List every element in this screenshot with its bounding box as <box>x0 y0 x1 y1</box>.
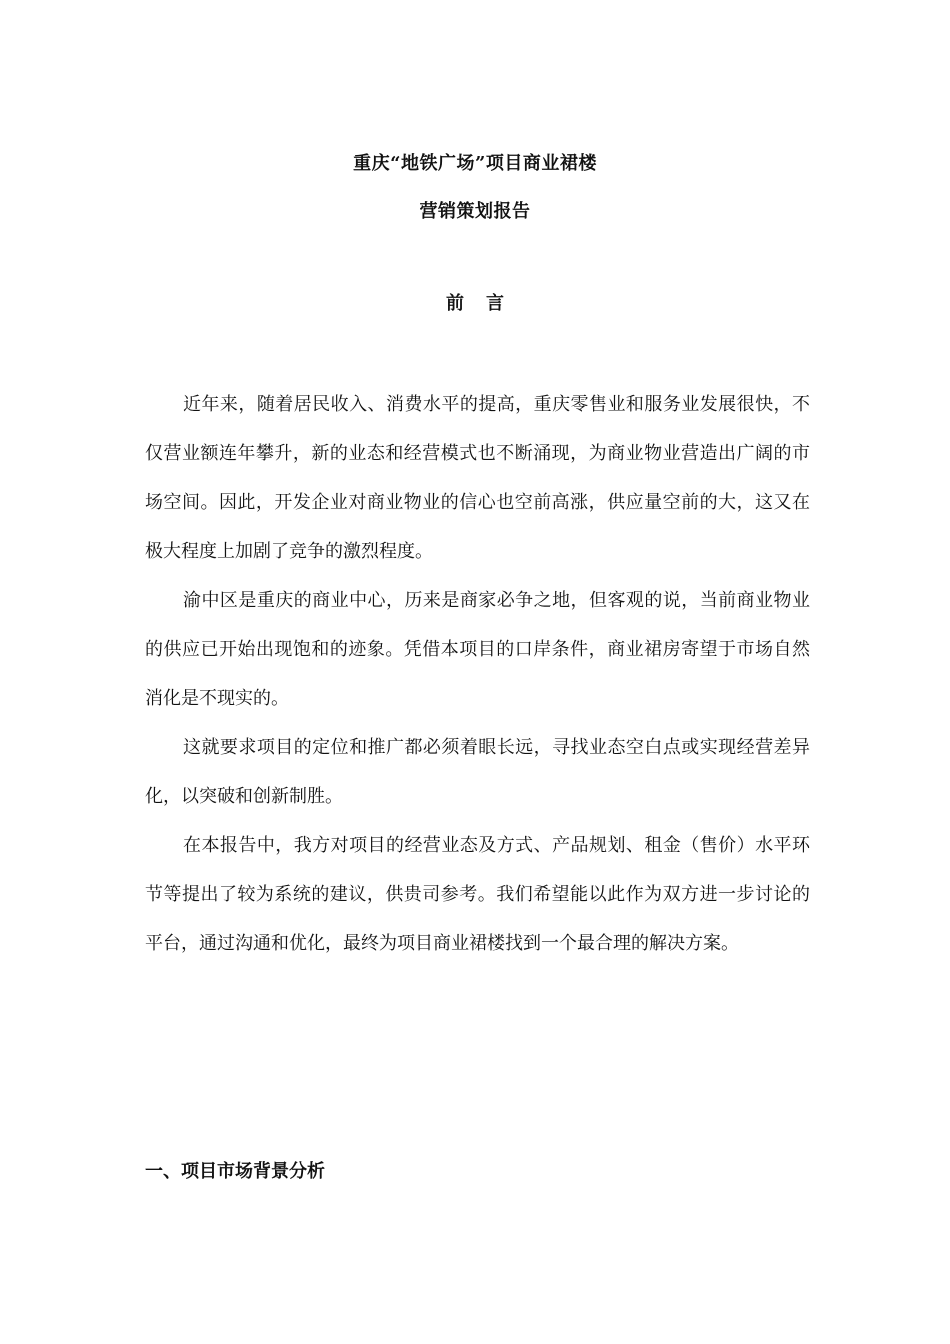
paragraph: 渝中区是重庆的商业中心，历来是商家必争之地，但客观的说，当前商业物业的供应已开始出现饱和的迹象。凭借本项目的口岸条件，商业裙房寄望于市场自然消化是不现实的。 <box>145 590 810 709</box>
preface-heading: 前言 <box>446 293 526 314</box>
paragraph: 近年来，随着居民收入、消费水平的提高，重庆零售业和服务业发展很快，不仅营业额连年攀升，新的业态和经营模式也不断涌现，为商业物业营造出广阔的市场空间。因此，开发企业对商业物业的信心也空前高涨，供应量空前的大，这又在极大程度上加剧了竞争的激烈程度。 <box>145 394 810 562</box>
paragraph: 这就要求项目的定位和推广都必须着眼长远，寻找业态空白点或实现经营差异化，以突破和创新制胜。 <box>145 737 810 807</box>
paragraph: 在本报告中，我方对项目的经营业态及方式、产品规划、租金（售价）水平环节等提出了较为系统的建议，供贵司参考。我们希望能以此作为双方进一步讨论的平台，通过沟通和优化，最终为项目商业裙楼找到一个最合理的解决方案。 <box>145 835 810 954</box>
document-title: 重庆“地铁广场”项目商业裙楼 <box>353 153 597 174</box>
section-heading: 一、项目市场背景分析 <box>145 1161 325 1182</box>
preface-body <box>145 380 810 968</box>
document-subtitle: 营销策划报告 <box>419 201 531 222</box>
